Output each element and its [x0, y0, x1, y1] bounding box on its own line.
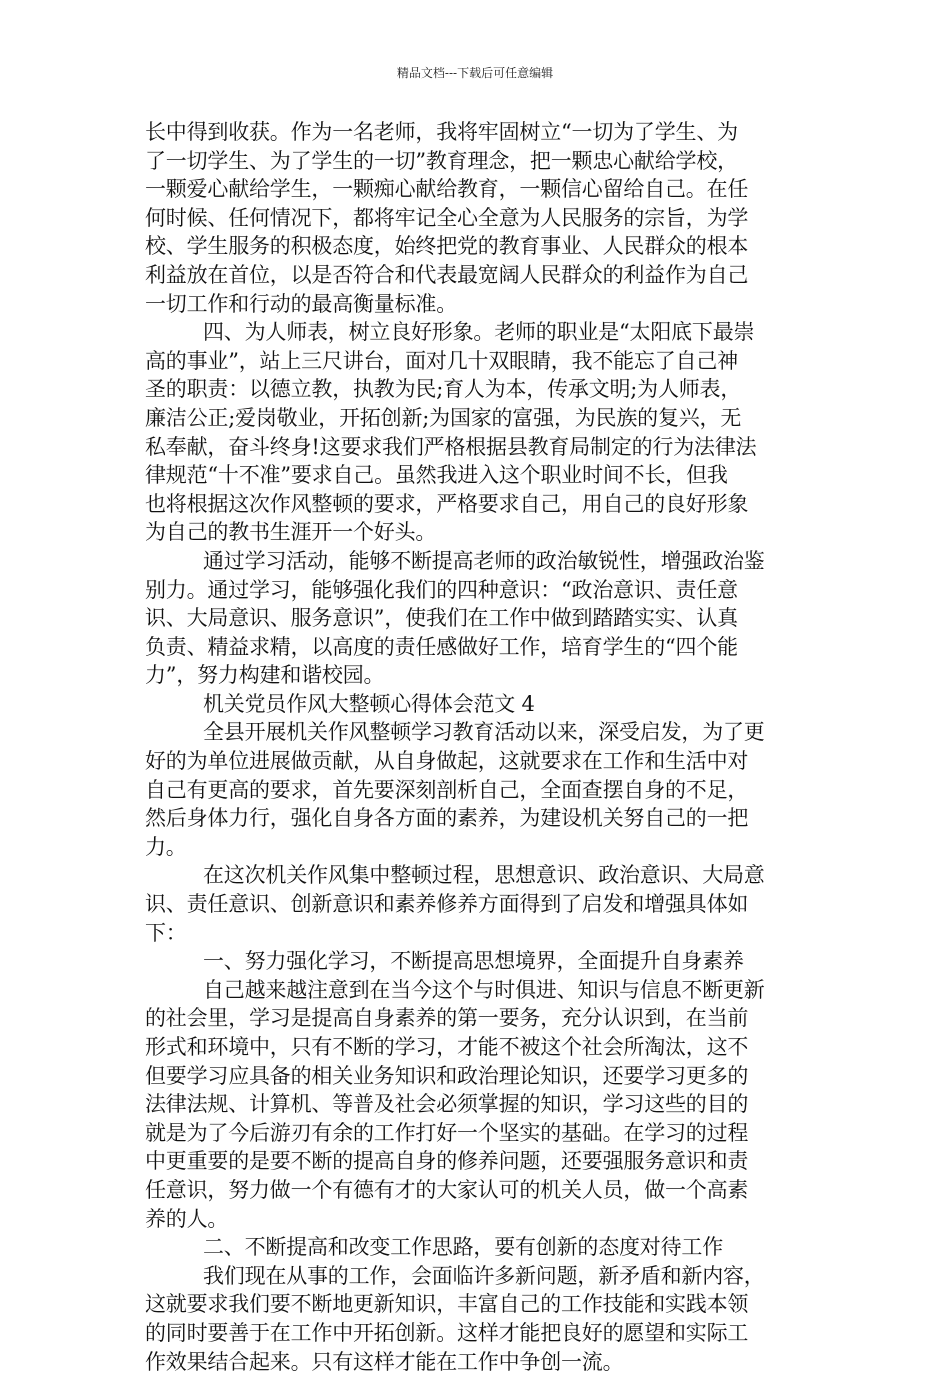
text-line: 的同时要善于在工作中开拓创新。这样才能把良好的愿望和实际工 [145, 1320, 749, 1345]
text-line: 二、不断提高和改变工作思路，要有创新的态度对待工作 [203, 1235, 723, 1260]
text-line: 律规范“十不准”要求自己。虽然我进入这个职业时间不长，但我 [145, 463, 728, 488]
text-line: 这就要求我们要不断地更新知识，丰富自己的工作技能和实践本领 [145, 1292, 749, 1317]
text-line: 形式和环境中，只有不断的学习，才能不被这个社会所淘汰，这不 [145, 1035, 749, 1059]
text-line: 通过学习活动，能够不断提高老师的政治敏锐性，增强政治鉴 [203, 548, 765, 573]
text-line: 别力。通过学习，能够强化我们的四种意识：“政治意识、责任意 [145, 577, 738, 602]
text-line: 任意识，努力做一个有德有才的大家认可的机关人员，做一个高素 [145, 1177, 749, 1202]
text-line: 识、大局意识、服务意识”，使我们在工作中做到踏踏实实、认真 [145, 606, 738, 631]
text-line: 私奉献，奋斗终身!这要求我们严格根据县教育局制定的行为法律法 [145, 434, 757, 459]
text-line: 自己越来越注意到在当今这个与时俱进、知识与信息不断更新 [203, 977, 765, 1002]
text-line: 利益放在首位，以是否符合和代表最宽阔人民群众的利益作为自己 [145, 262, 749, 287]
text-line: 了一切学生、为了学生的一切”教育理念，把一颗忠心献给学校， [145, 148, 738, 173]
text-line: 然后身体力行，强化自身各方面的素养，为建设机关努自己的一把 [145, 806, 749, 831]
text-line: 也将根据这次作风整顿的要求，严格要求自己，用自己的良好形象 [145, 491, 749, 516]
text-line: 何时候、任何情况下，都将牢记全心全意为人民服务的宗旨，为学 [145, 205, 749, 230]
text-line: 长中得到收获。作为一名老师，我将牢固树立“一切为了学生、为 [145, 120, 738, 144]
text-line: 下： [145, 920, 187, 945]
text-line: 养的人。 [145, 1206, 229, 1231]
text-line: 中更重要的是要不断的提高自身的修养问题，还要强服务意识和责 [145, 1149, 749, 1174]
text-line: 好的为单位进展做贡献，从自身做起，这就要求在工作和生活中对 [145, 749, 749, 774]
text-line: 法律法规、计算机、等普及社会必须掌握的知识，学习这些的目的 [145, 1092, 749, 1117]
text-line: 机关党员作风大整顿心得体会范文 4 [203, 691, 535, 716]
text-line: 负责、精益求精，以高度的责任感做好工作，培育学生的“四个能 [145, 634, 738, 659]
text-line: 为自己的教书生涯开一个好头。 [145, 520, 437, 545]
document-body [145, 118, 811, 1376]
text-line: 一颗爱心献给学生，一颗痴心献给教育，一颗信心留给自己。在任 [145, 177, 749, 202]
text-line: 廉洁公正;爱岗敬业，开拓创新;为国家的富强，为民族的复兴，无 [145, 405, 742, 430]
text-line: 全县开展机关作风整顿学习教育活动以来，深受启发，为了更 [203, 720, 765, 745]
text-line: 就是为了今后游刃有余的工作打好一个坚实的基础。在学习的过程 [145, 1120, 749, 1145]
text-line: 但要学习应具备的相关业务知识和政治理论知识，还要学习更多的 [145, 1063, 749, 1088]
text-line: 的社会里，学习是提高自身素养的第一要务，充分认识到，在当前 [145, 1006, 749, 1031]
text-line: 我们现在从事的工作，会面临许多新问题，新矛盾和新内容， [203, 1263, 765, 1288]
text-line: 四、为人师表，树立良好形象。老师的职业是“太阳底下最崇 [203, 320, 755, 345]
text-line: 一切工作和行动的最高衡量标准。 [145, 291, 457, 316]
text-line: 作效果结合起来。只有这样才能在工作中争创一流。 [145, 1349, 624, 1374]
text-line: 力。 [145, 834, 187, 859]
text-line: 高的事业”，站上三尺讲台，面对几十双眼睛，我不能忘了自己神 [145, 348, 738, 373]
text-line: 自己有更高的要求，首先要深刻剖析自己，全面查摆自身的不足， [145, 777, 749, 802]
text-line: 一、努力强化学习，不断提高思想境界，全面提升自身素养 [203, 949, 744, 974]
text-line: 识、责任意识、创新意识和素养修养方面得到了启发和增强具体如 [145, 892, 749, 917]
text-line: 圣的职责：以德立教，执教为民;育人为本，传承文明;为人师表， [145, 377, 742, 402]
text-line: 力”，努力构建和谐校园。 [145, 663, 385, 688]
text-line: 校、学生服务的积极态度，始终把党的教育事业、人民群众的根本 [145, 234, 749, 259]
page-header: 精品文档---下载后可任意编辑 [396, 66, 554, 80]
text-line: 在这次机关作风集中整顿过程，思想意识、政治意识、大局意 [203, 863, 765, 888]
